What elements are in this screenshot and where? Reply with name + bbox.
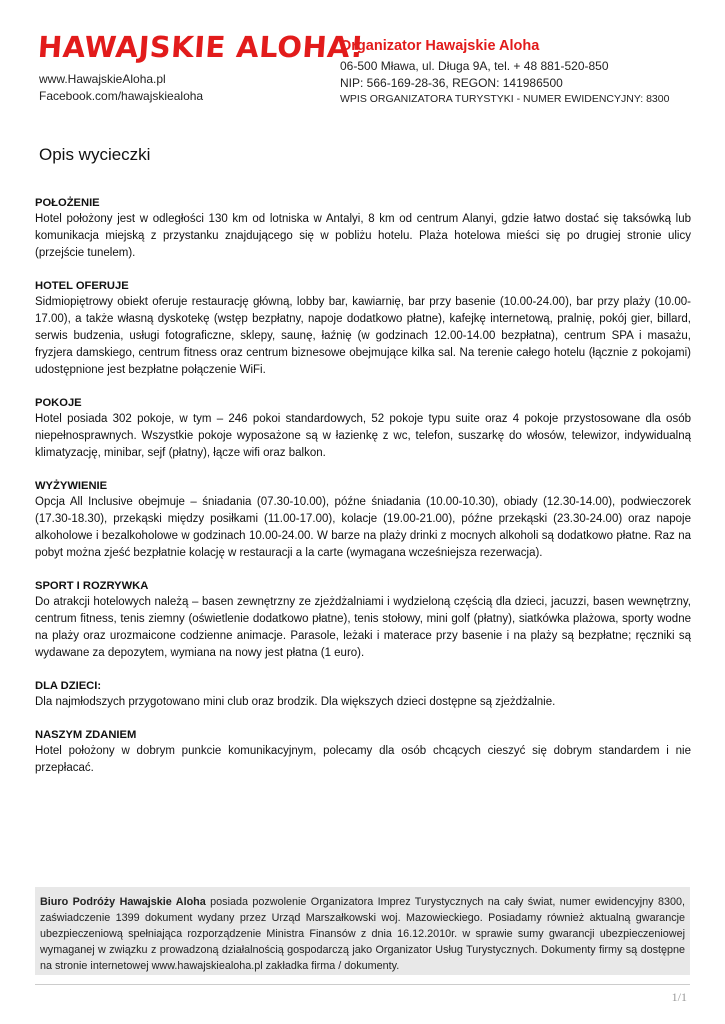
document-content <box>35 196 691 794</box>
facebook-link[interactable]: Facebook.com/hawajskiealoha <box>39 89 204 103</box>
page-number: 1/1 <box>671 990 687 1004</box>
website-link[interactable]: www.HawajskieAloha.pl <box>39 72 166 86</box>
section-body: Sidmiopiętrowy obiekt oferuje restaurację główną, lobby bar, kawiarnię, bar przy basenie (10.00-24.00), bar przy plaży (10.00-17.00), a także własną dyskotekę (wstęp bezpłatny, napoje dodatkowo płatne), kafejkę internetową, pralnię, pokój gier, billard, serwis budzenia, usługi fotograficzne, sklepy, saunę, łaźnię (w godzinach 12.00-14.00 bezpłatna), centrum SPA i masażu, fryzjera damskiego, centrum fitness oraz centrum biznesowe obejmujące kilka sal. Na terenie całego hotelu (łącznie z pokojami) udostępnione jest bezpłatne połączenie WiFi. <box>35 296 691 376</box>
section-sport <box>35 579 691 662</box>
section-heading: POKOJE <box>35 397 82 409</box>
organizer-address: 06-500 Mława, ul. Długa 9A, tel. + 48 881-520-850 <box>340 59 609 73</box>
section-heading: WYŻYWIENIE <box>35 480 108 492</box>
organizer-registry: WPIS ORGANIZATORA TURYSTYKI - NUMER EWIDENCYJNY: 8300 <box>340 93 670 105</box>
section-hotel-offers <box>35 279 691 379</box>
organizer-title: Organizator Hawajskie Aloha <box>340 38 540 54</box>
section-body: Opcja All Inclusive obejmuje – śniadania (07.30-10.00), późne śniadania (10.00-10.30), obiady (12.30-14.00), podwieczorek (17.30-18.30), przekąski między posiłkami (11.00-17.00), kolacje (19.00-21.00), późne przekąski (23.30-24.00) oraz napoje alkoholowe i bezalkoholowe w godzinach 10.00-24.00. W barze na plaży drinki z mocnych alkoholi są dodatkowo płatne. Raz na pobyt można zjeść bezpłatnie kolację w restauracji a la carte (wymagana wcześniejsza rezerwacja). <box>35 496 691 559</box>
section-body: Dla najmłodszych przygotowano mini club oraz brodzik. Dla większych dzieci dostępne są zjeżdżalnie. <box>35 696 556 708</box>
site-links <box>39 71 203 105</box>
section-kids <box>35 679 691 711</box>
section-body: Hotel posiada 302 pokoje, w tym – 246 pokoi standardowych, 52 pokoje typu suite oraz 4 pokoje przystosowane dla osób niepełnosprawnych. Wszystkie pokoje wyposażone są w łazienkę z wc, telefon, suszarkę do włosów, telewizor, indywidualną klimatyzację, minibar, sejf (płatny), łącze wifi oraz balkon. <box>35 413 691 459</box>
legal-footer <box>35 887 690 975</box>
section-heading: NASZYM ZDANIEM <box>35 729 137 741</box>
section-body: Hotel położony w dobrym punkcie komunikacyjnym, polecamy dla osób chcących cieszyć się dobrym standardem i nie przepłacać. <box>35 745 691 774</box>
section-opinion <box>35 728 691 777</box>
section-heading: DLA DZIECI: <box>35 680 102 692</box>
organizer-info <box>340 37 700 108</box>
section-heading: POŁOŻENIE <box>35 197 100 209</box>
section-meals <box>35 479 691 562</box>
footer-divider <box>35 984 690 985</box>
section-heading: SPORT I ROZRYWKA <box>35 580 149 592</box>
document-title: Opis wycieczki <box>39 145 151 164</box>
legal-text: posiada pozwolenie Organizatora Imprez Turystycznych na cały świat, numer ewidencyjny 8300, zaświadczenie 1399 dokument wydany przez Urząd Marszałkowski woj. Mazowieckiego. Posiadamy również aktualną gwarancje ubezpieczeniową spełniająca rozporządzenie Ministra Finansów z dnia 16.12.2010r. w sprawie sumy gwarancji ubezpieczeniowej wymaganej w związku z prowadzoną działalnością gospodarczą jako Organizator Usług Turystycznych. Dokumenty firmy są dostępne na stronie internetowej www.hawajskiealoha.pl zakładka firma / dokumenty. <box>40 896 685 972</box>
company-name: Biuro Podróży Hawajskie Aloha <box>40 896 206 908</box>
section-body: Do atrakcji hotelowych należą – basen zewnętrzny ze zjeżdżalniami i wydzieloną częścią dla dzieci, jacuzzi, basen wewnętrzny, centrum fitness, tenis ziemny (oświetlenie dodatkowo płatne), tenis stołowy, mini golf (płatny), siatkówka plażowa, sporty wodne na plaży oraz urozmaicone codzienne animacje. Parasole, leżaki i materace przy basenie i na plaży są bezpłatne; ręczniki są wydawane za depozytem, wymiana na nowy jest płatna (1 euro). <box>35 596 691 659</box>
organizer-nip-regon: NIP: 566-169-28-36, REGON: 141986500 <box>340 75 563 90</box>
section-rooms <box>35 396 691 462</box>
section-location <box>35 196 691 262</box>
section-heading: HOTEL OFERUJE <box>35 280 129 292</box>
company-logo: HAWAJSKIE ALOHA! <box>36 30 366 64</box>
section-body: Hotel położony jest w odległości 130 km od lotniska w Antalyi, 8 km od centrum Alanyi, gdzie łatwo dostać się taksówką lub komunikacja miejską z przystanku znajdującego się w pobliżu hotelu. Plaża hotelowa mieści się po drugiej stronie ulicy (przejście tunelem). <box>35 213 691 259</box>
